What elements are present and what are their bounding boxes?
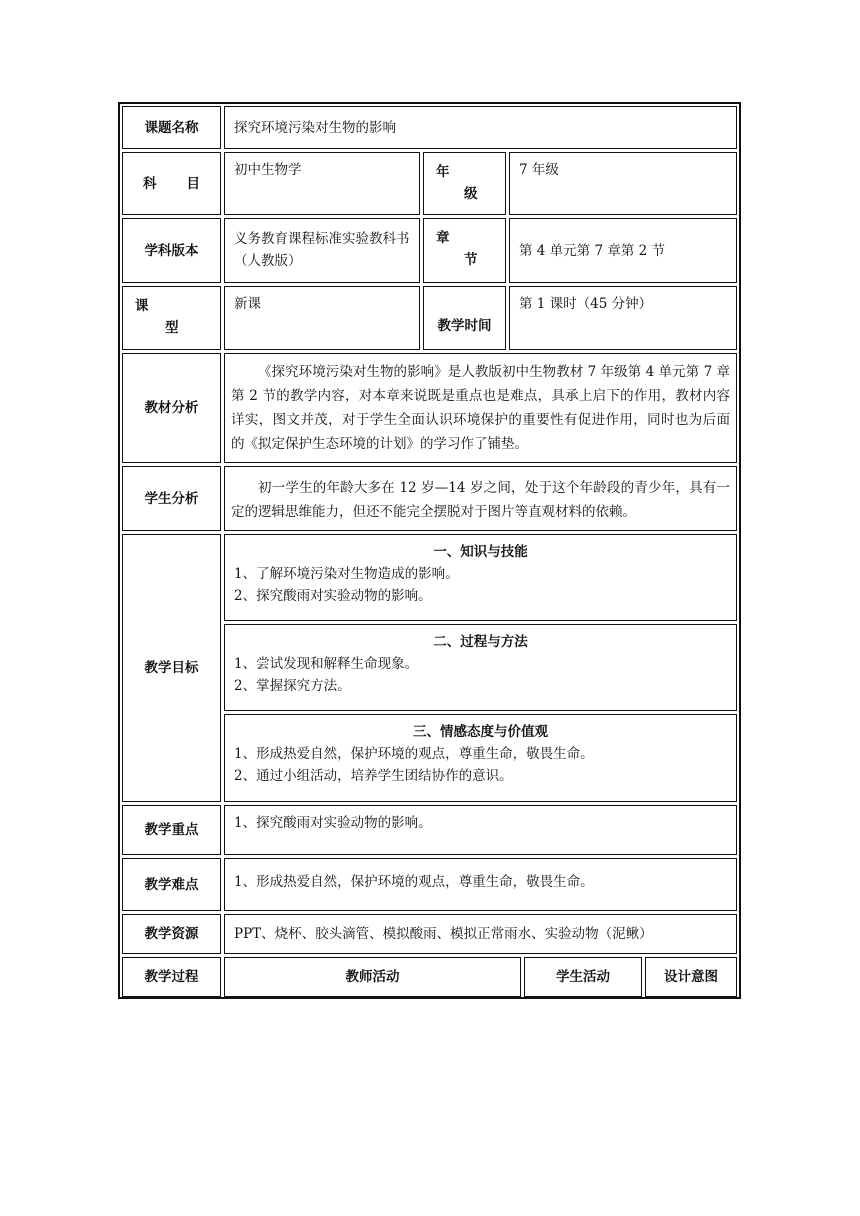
edition-label-text: 学科版本 bbox=[144, 242, 199, 259]
student-label-text: 学生分析 bbox=[144, 490, 199, 507]
process-label bbox=[122, 957, 221, 997]
goal-section-attitude bbox=[224, 714, 737, 802]
edition-label bbox=[122, 218, 221, 283]
student-activity-text: 学生活动 bbox=[556, 969, 610, 985]
goal-section-title: 一、知识与技能 bbox=[433, 544, 528, 560]
goal-item: 2、通过小组活动，培养学生团结协作的意识。 bbox=[234, 768, 513, 784]
time-value bbox=[509, 286, 737, 350]
material-label-text: 教材分析 bbox=[144, 400, 199, 416]
goal-item: 1、尝试发现和解释生命现象。 bbox=[234, 656, 419, 672]
time-label bbox=[423, 286, 506, 350]
type-label-b: 型 bbox=[165, 320, 179, 336]
design-intent-text: 设计意图 bbox=[664, 969, 718, 985]
key-label bbox=[122, 805, 221, 855]
title-label bbox=[122, 106, 221, 149]
goal-item: 1、形成热爱自然，保护环境的观点，尊重生命，敬畏生命。 bbox=[234, 746, 594, 762]
goal-section-title: 二、过程与方法 bbox=[433, 634, 528, 650]
student-label bbox=[122, 466, 221, 531]
edition-value bbox=[224, 218, 420, 283]
resources-label bbox=[122, 914, 221, 954]
difficulty-value bbox=[224, 858, 737, 911]
material-value-text: 《探究环境污染对生物的影响》是人教版初中生物教材 7 年级第 4 单元第 7 章第 2 节的教学内容，对本章来说既是重点也是难点，具承上启下的作用，教材内容详实，图文并茂，对于学生全面认识环境保护的重要性有促进作用，同时也为后面的《拟定保护生态环境的计划》的学习作了铺垫。 bbox=[231, 364, 730, 452]
goals-label bbox=[122, 534, 221, 802]
type-value-text: 新课 bbox=[234, 296, 261, 312]
teacher-activity-header bbox=[224, 957, 521, 997]
title-value bbox=[224, 106, 737, 149]
subject-label-b: 目 bbox=[186, 175, 200, 192]
grade-value bbox=[509, 152, 737, 215]
type-value bbox=[224, 286, 420, 350]
teacher-activity-text: 教师活动 bbox=[345, 969, 400, 985]
key-label-text: 教学重点 bbox=[144, 822, 199, 838]
goal-item: 2、探究酸雨对实验动物的影响。 bbox=[234, 588, 432, 604]
time-value-text: 第 1 课时（45 分钟） bbox=[519, 296, 653, 312]
chapter-value-text: 第 4 单元第 7 章第 2 节 bbox=[519, 242, 666, 259]
edition-value-text: 义务教育课程标准实验教科书（人教版） bbox=[234, 231, 410, 269]
chapter-label-a: 章 bbox=[436, 230, 450, 246]
goal-section-title: 三、情感态度与价值观 bbox=[413, 724, 548, 740]
subject-value-text: 初中生物学 bbox=[234, 162, 302, 178]
student-value-text: 初一学生的年龄大多在 12 岁—14 岁之间，处于这个年龄段的青少年，具有一定的逻辑思维能力，但还不能完全摆脱对于图片等直观材料的依赖。 bbox=[231, 480, 730, 520]
grade-value-text: 7 年级 bbox=[519, 162, 559, 178]
design-intent-header bbox=[645, 957, 737, 997]
subject-label bbox=[122, 152, 221, 215]
difficulty-label-text: 教学难点 bbox=[144, 876, 199, 893]
student-value bbox=[224, 466, 737, 531]
grade-label-a: 年 bbox=[436, 164, 450, 180]
resources-value bbox=[224, 914, 737, 954]
key-value-text: 1、探究酸雨对实验动物的影响。 bbox=[234, 815, 432, 831]
subject-value bbox=[224, 152, 420, 215]
grade-label bbox=[423, 152, 506, 215]
key-value bbox=[224, 805, 737, 855]
title-value-text: 探究环境污染对生物的影响 bbox=[234, 119, 396, 136]
lesson-plan-table bbox=[118, 102, 741, 999]
type-label bbox=[122, 286, 221, 350]
material-value bbox=[224, 353, 737, 463]
student-activity-header bbox=[524, 957, 642, 997]
goal-item: 1、了解环境污染对生物造成的影响。 bbox=[234, 566, 459, 582]
goal-section-process bbox=[224, 624, 737, 711]
type-label-a: 课 bbox=[135, 298, 149, 314]
resources-value-text: PPT、烧杯、胶头滴管、模拟酸雨、模拟正常雨水、实验动物（泥鳅） bbox=[234, 926, 653, 942]
title-label-text: 课题名称 bbox=[144, 119, 199, 136]
time-label-text: 教学时间 bbox=[437, 318, 492, 334]
difficulty-value-text: 1、形成热爱自然，保护环境的观点，尊重生命，敬畏生命。 bbox=[234, 874, 594, 890]
chapter-label bbox=[423, 218, 506, 283]
grade-label-b: 级 bbox=[464, 186, 478, 202]
goal-item: 2、掌握探究方法。 bbox=[234, 678, 351, 694]
subject-label-a: 科 bbox=[143, 175, 157, 192]
process-label-text: 教学过程 bbox=[144, 969, 199, 985]
material-label bbox=[122, 353, 221, 463]
chapter-label-b: 节 bbox=[464, 252, 478, 268]
goal-section-knowledge bbox=[224, 534, 737, 621]
resources-label-text: 教学资源 bbox=[144, 926, 199, 942]
chapter-value bbox=[509, 218, 737, 283]
difficulty-label bbox=[122, 858, 221, 911]
goals-label-text: 教学目标 bbox=[144, 660, 199, 676]
